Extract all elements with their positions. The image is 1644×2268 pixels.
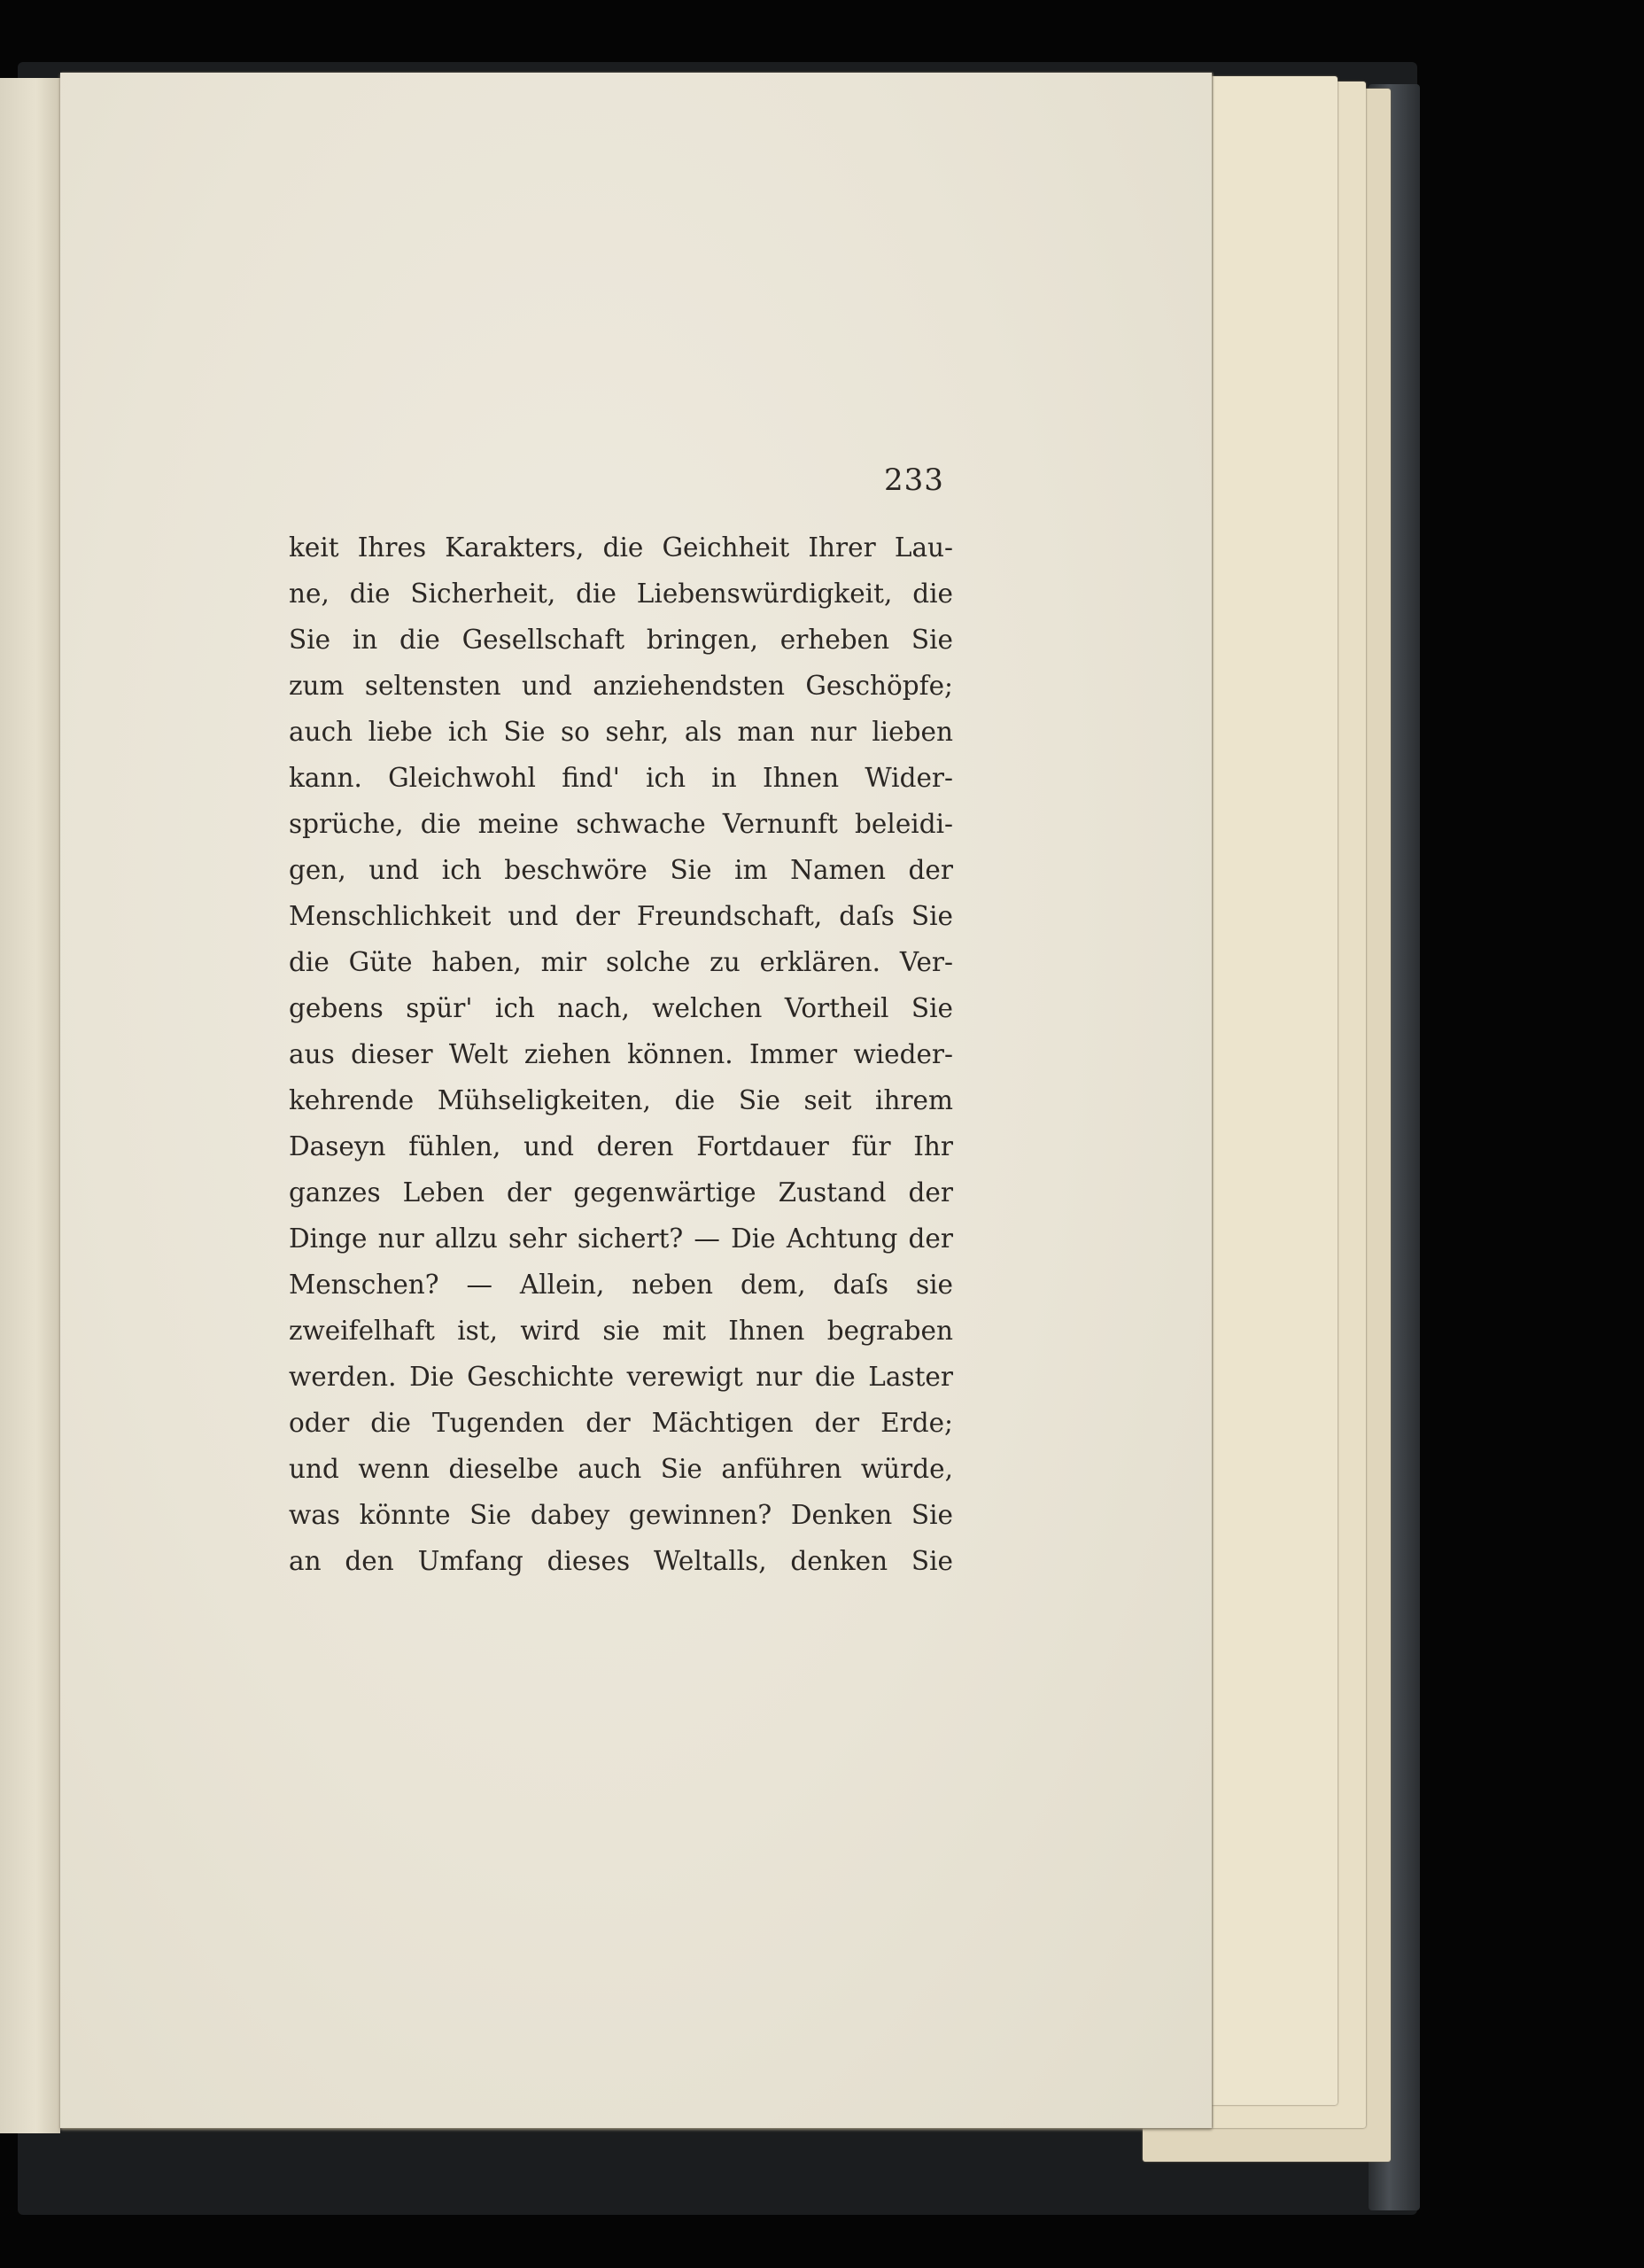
- text-line: zum seltensten und anziehendsten Geschöpfe;: [289, 671, 953, 701]
- page-number: 233: [884, 462, 944, 498]
- text-line: oder die Tugenden der Mächtigen der Erde;: [289, 1408, 953, 1438]
- text-line: werden. Die Geschichte verewigt nur die Laster: [289, 1362, 953, 1392]
- text-line: die Güte haben, mir solche zu erklären. Ver-: [289, 947, 953, 977]
- text-line: kann. Gleichwohl find' ich in Ihnen Wider-: [289, 763, 953, 793]
- text-line: sprüche, die meine schwache Vernunft beleidi-: [289, 809, 953, 839]
- book-page: [60, 73, 1212, 2128]
- text-line: aus dieser Welt ziehen können. Immer wieder-: [289, 1039, 953, 1069]
- text-line: Dinge nur allzu sehr sichert? — Die Achtung der: [289, 1223, 953, 1254]
- text-line: ne, die Sicherheit, die Liebenswürdigkeit, die: [289, 579, 953, 609]
- left-page-sliver: [0, 78, 60, 2133]
- text-line: und wenn dieselbe auch Sie anführen würde,: [289, 1454, 953, 1484]
- text-line: ganzes Leben der gegenwärtige Zustand der: [289, 1177, 953, 1208]
- text-line: kehrende Mühseligkeiten, die Sie seit ihrem: [289, 1085, 953, 1115]
- text-line: was könnte Sie dabey gewinnen? Denken Sie: [289, 1500, 953, 1530]
- body-text: [289, 524, 953, 1584]
- text-line: Daseyn fühlen, und deren Fortdauer für Ihr: [289, 1131, 953, 1161]
- text-line: gen, und ich beschwöre Sie im Namen der: [289, 855, 953, 885]
- text-line: Sie in die Gesellschaft bringen, erheben Sie: [289, 625, 953, 655]
- text-line: keit Ihres Karakters, die Geichheit Ihrer Lau-: [289, 532, 953, 563]
- text-line: auch liebe ich Sie so sehr, als man nur lieben: [289, 717, 953, 747]
- text-line: gebens spür' ich nach, welchen Vortheil Sie: [289, 993, 953, 1023]
- text-line: Menschlichkeit und der Freundschaft, daſs Sie: [289, 901, 953, 931]
- text-line: Menschen? — Allein, neben dem, daſs sie: [289, 1270, 953, 1300]
- text-line: zweifelhaft ist, wird sie mit Ihnen begraben: [289, 1316, 953, 1346]
- text-line: an den Umfang dieses Weltalls, denken Sie: [289, 1546, 953, 1576]
